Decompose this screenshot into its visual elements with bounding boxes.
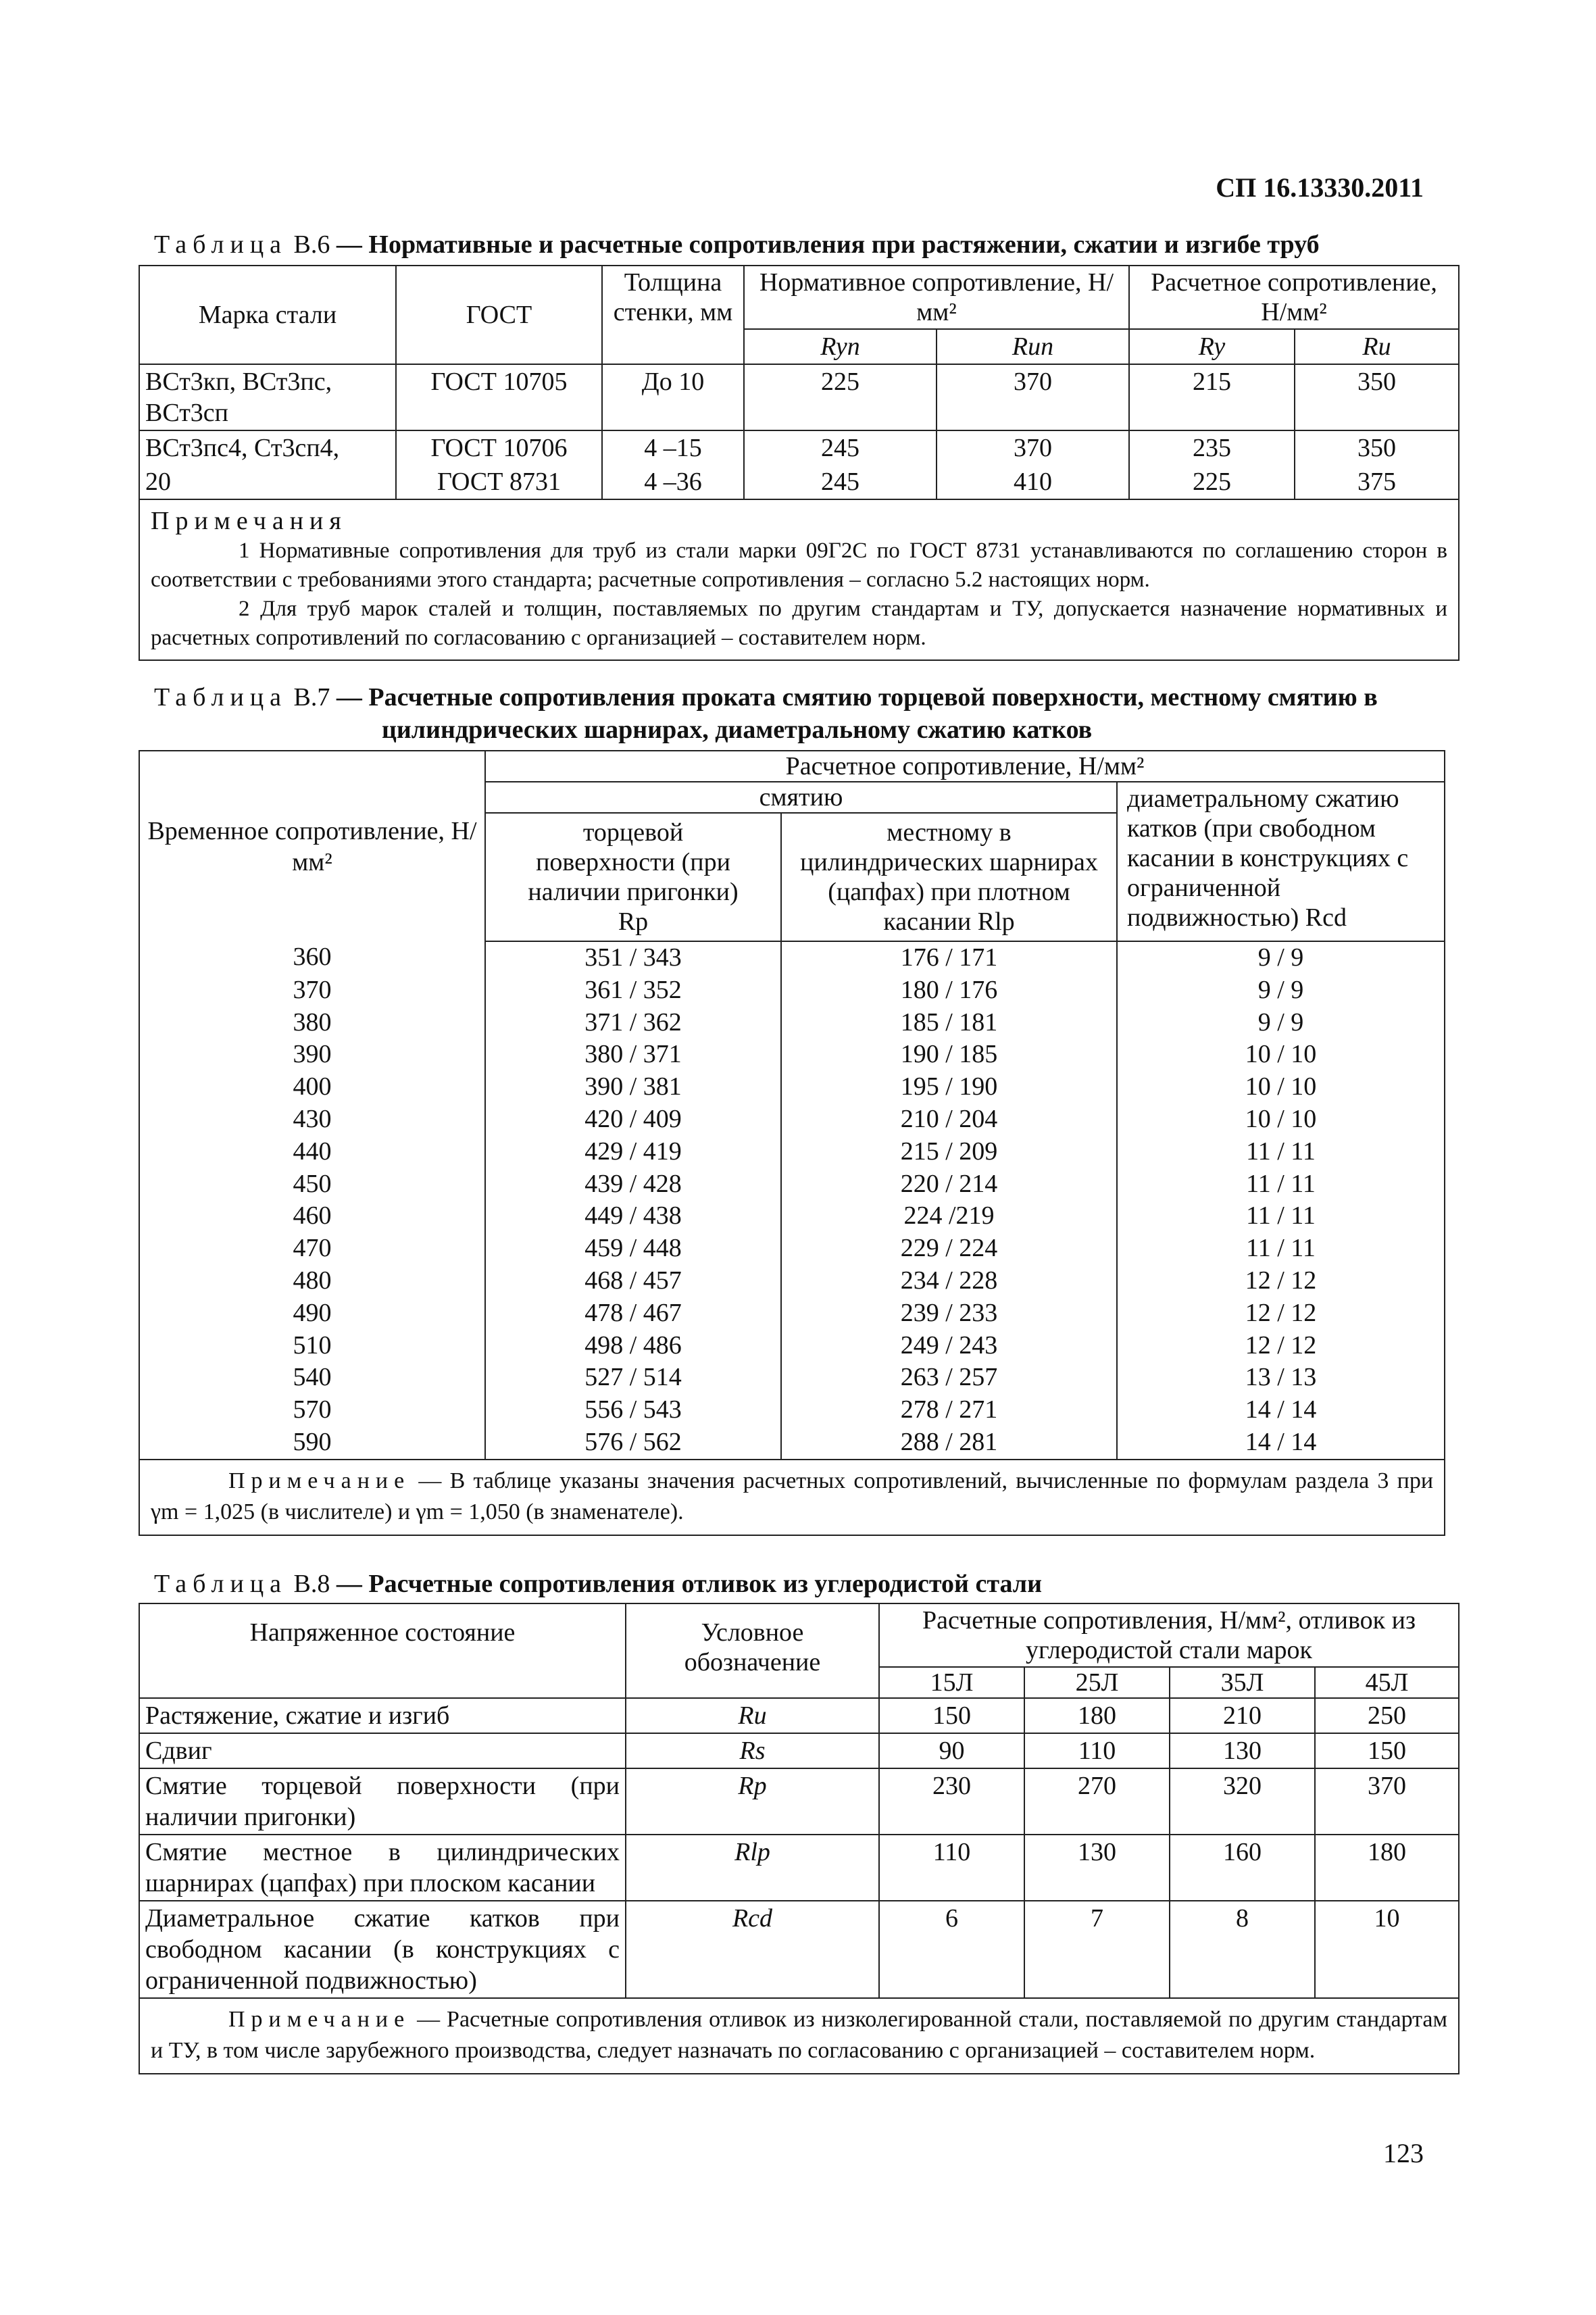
- cell-ru: 350: [1295, 430, 1459, 465]
- table-caption-title: — Нормативные и расчетные сопротивления при растяжении, сжатии и изгибе труб: [330, 230, 1320, 259]
- cell-diametral: 11 / 11: [1117, 1136, 1445, 1168]
- cell-symbol: Rcd: [626, 1901, 879, 1998]
- header-end-surface: торцевой поверхности (при наличии пригонки) Rp: [485, 813, 781, 941]
- cell-local: 195 / 190: [781, 1071, 1117, 1103]
- header-ru: Ru: [1295, 329, 1459, 364]
- cell-end-surface: 576 / 562: [485, 1426, 781, 1460]
- table-row: [139, 1297, 1445, 1330]
- header-crushing: смятию: [485, 782, 1117, 813]
- header-stress-state: Напряженное состояние: [139, 1603, 626, 1698]
- cell-grade: 20: [139, 465, 396, 499]
- cell-grade: ВСт3кп, ВСт3пс, ВСт3сп: [139, 364, 396, 430]
- table-row: [139, 1168, 1445, 1201]
- table-row: [139, 1071, 1445, 1103]
- cell-temp-resistance: 440: [139, 1136, 485, 1168]
- table-row: [139, 1426, 1445, 1460]
- table-b6-notes: [139, 499, 1459, 660]
- table-b7: [139, 750, 1445, 1536]
- cell-stress-state: Сдвиг: [139, 1733, 626, 1768]
- cell-value: 160: [1170, 1835, 1315, 1901]
- cell-temp-resistance: 590: [139, 1426, 485, 1460]
- cell-value: 270: [1024, 1768, 1170, 1835]
- table-row: [139, 430, 1459, 465]
- cell-value: 250: [1315, 1698, 1459, 1733]
- cell-diametral: 14 / 14: [1117, 1394, 1445, 1426]
- cell-diametral: 10 / 10: [1117, 1103, 1445, 1136]
- cell-gost: ГОСТ 8731: [396, 465, 602, 499]
- cell-end-surface: 439 / 428: [485, 1168, 781, 1201]
- table-b7-caption: [154, 682, 1378, 712]
- header-symbol: Условное обозначение: [626, 1603, 879, 1698]
- table-row: [139, 465, 1459, 499]
- cell-end-surface: 371 / 362: [485, 1007, 781, 1039]
- table-row: [139, 1768, 1459, 1835]
- cell-temp-resistance: 360: [139, 941, 485, 974]
- header-calculated: Расчетное сопротивление, Н/мм²: [485, 751, 1445, 782]
- cell-value: 6: [879, 1901, 1024, 1998]
- cell-run: 410: [937, 465, 1129, 499]
- table-row: [139, 1362, 1445, 1394]
- cell-diametral: 11 / 11: [1117, 1200, 1445, 1233]
- header-grade-45l: 45Л: [1315, 1667, 1459, 1698]
- cell-local: 234 / 228: [781, 1265, 1117, 1297]
- cell-local: 180 / 176: [781, 974, 1117, 1007]
- cell-ryn: 245: [744, 465, 937, 499]
- cell-temp-resistance: 490: [139, 1297, 485, 1330]
- cell-diametral: 12 / 12: [1117, 1265, 1445, 1297]
- cell-ryn: 245: [744, 430, 937, 465]
- cell-run: 370: [937, 430, 1129, 465]
- table-row: [139, 1265, 1445, 1297]
- cell-symbol: Rp: [626, 1768, 879, 1835]
- cell-temp-resistance: 510: [139, 1330, 485, 1362]
- header-grade-25l: 25Л: [1024, 1667, 1170, 1698]
- cell-thickness: До 10: [602, 364, 744, 430]
- header-calculated: Расчетные сопротивления, Н/мм², отливок из углеродистой стали марок: [879, 1603, 1459, 1667]
- cell-temp-resistance: 450: [139, 1168, 485, 1201]
- cell-diametral: 11 / 11: [1117, 1168, 1445, 1201]
- table-caption-number: В.7: [287, 683, 330, 712]
- table-row: [139, 1007, 1445, 1039]
- cell-temp-resistance: 540: [139, 1362, 485, 1394]
- cell-diametral: 9 / 9: [1117, 974, 1445, 1007]
- cell-temp-resistance: 380: [139, 1007, 485, 1039]
- cell-diametral: 13 / 13: [1117, 1362, 1445, 1394]
- cell-stress-state: Смятие торцевой поверхности (при наличии пригонки): [139, 1768, 626, 1835]
- cell-run: 370: [937, 364, 1129, 430]
- table-b7-note: [139, 1460, 1445, 1535]
- header-thickness: Толщина стенки, мм: [602, 266, 744, 364]
- table-row: [139, 1698, 1459, 1733]
- cell-gost: ГОСТ 10705: [396, 364, 602, 430]
- cell-local: 224 /219: [781, 1200, 1117, 1233]
- cell-end-surface: 429 / 419: [485, 1136, 781, 1168]
- cell-ryn: 225: [744, 364, 937, 430]
- cell-ry: 215: [1129, 364, 1295, 430]
- table-row: [139, 1039, 1445, 1071]
- table-row: [139, 1394, 1445, 1426]
- cell-end-surface: 390 / 381: [485, 1071, 781, 1103]
- table-caption-number: В.6: [287, 230, 330, 259]
- table-row: [139, 1200, 1445, 1233]
- header-diametral: диаметральному сжатию катков (при свободном касании в конструкциях с ограниченной подвижностью) Rcd: [1117, 782, 1445, 941]
- cell-end-surface: 420 / 409: [485, 1103, 781, 1136]
- cell-end-surface: 459 / 448: [485, 1233, 781, 1265]
- table-row: [139, 1330, 1445, 1362]
- header-grade-15l: 15Л: [879, 1667, 1024, 1698]
- cell-local: 185 / 181: [781, 1007, 1117, 1039]
- table-b6-caption: [154, 230, 1320, 259]
- table-caption-title: — Расчетные сопротивления отливок из углеродистой стали: [330, 1570, 1042, 1598]
- cell-end-surface: 527 / 514: [485, 1362, 781, 1394]
- cell-local: 215 / 209: [781, 1136, 1117, 1168]
- cell-thickness: 4 –15: [602, 430, 744, 465]
- cell-value: 150: [1315, 1733, 1459, 1768]
- table-row: [139, 1901, 1459, 1998]
- table-caption-label: Таблица: [154, 683, 288, 712]
- cell-diametral: 14 / 14: [1117, 1426, 1445, 1460]
- cell-local: 210 / 204: [781, 1103, 1117, 1136]
- cell-temp-resistance: 570: [139, 1394, 485, 1426]
- cell-end-surface: 361 / 352: [485, 974, 781, 1007]
- cell-temp-resistance: 390: [139, 1039, 485, 1071]
- table-row: [139, 1835, 1459, 1901]
- cell-thickness: 4 –36: [602, 465, 744, 499]
- cell-local: 278 / 271: [781, 1394, 1117, 1426]
- cell-diametral: 9 / 9: [1117, 1007, 1445, 1039]
- table-b8: [139, 1603, 1460, 2074]
- cell-diametral: 10 / 10: [1117, 1039, 1445, 1071]
- cell-local: 288 / 281: [781, 1426, 1117, 1460]
- header-temp-resistance: Временное сопротивление, Н/мм²: [139, 751, 485, 941]
- cell-diametral: 12 / 12: [1117, 1330, 1445, 1362]
- cell-value: 320: [1170, 1768, 1315, 1835]
- cell-value: 7: [1024, 1901, 1170, 1998]
- table-row: [139, 1733, 1459, 1768]
- table-b7-caption-line2: [382, 715, 1092, 745]
- note-text: — В таблице указаны значения расчетных сопротивлений, вычисленные по формулам раздела 3 при γm = 1,025 (в числителе) и γm = 1,050 (в знаменателе).: [151, 1468, 1434, 1524]
- cell-value: 150: [879, 1698, 1024, 1733]
- cell-value: 10: [1315, 1901, 1459, 1998]
- header-grade-35l: 35Л: [1170, 1667, 1315, 1698]
- cell-local: 176 / 171: [781, 941, 1117, 974]
- table-caption-title-cont: цилиндрических шарнирах, диаметральному сжатию катков: [382, 716, 1093, 744]
- table-caption-title: — Расчетные сопротивления проката смятию торцевой поверхности, местному смятию в: [330, 683, 1378, 712]
- cell-temp-resistance: 460: [139, 1200, 485, 1233]
- cell-grade: ВСт3пс4, Ст3сп4,: [139, 430, 396, 465]
- cell-end-surface: 351 / 343: [485, 941, 781, 974]
- header-gost: ГОСТ: [396, 266, 602, 364]
- table-caption-label: Таблица: [154, 1570, 288, 1598]
- header-normative: Нормативное сопротивление, Н/мм²: [744, 266, 1129, 329]
- table-row: [139, 941, 1445, 974]
- note-title: Примечание: [228, 1468, 411, 1493]
- cell-symbol: Rs: [626, 1733, 879, 1768]
- cell-ru: 350: [1295, 364, 1459, 430]
- note-title: Примечание: [228, 2007, 411, 2032]
- cell-end-surface: 556 / 543: [485, 1394, 781, 1426]
- cell-value: 110: [879, 1835, 1024, 1901]
- cell-value: 180: [1315, 1835, 1459, 1901]
- cell-value: 210: [1170, 1698, 1315, 1733]
- note-2: 2 Для труб марок сталей и толщин, поставляемых по другим стандартам и ТУ, допускается назначение нормативных и расчетных сопротивлений по согласованию с организацией – составителем норм.: [151, 597, 1448, 650]
- cell-temp-resistance: 400: [139, 1071, 485, 1103]
- cell-symbol: Rlp: [626, 1835, 879, 1901]
- table-caption-label: Таблица: [154, 230, 288, 259]
- notes-title: Примечания: [151, 507, 347, 535]
- cell-local: 220 / 214: [781, 1168, 1117, 1201]
- cell-symbol: Ru: [626, 1698, 879, 1733]
- table-row: [139, 1136, 1445, 1168]
- cell-value: 110: [1024, 1733, 1170, 1768]
- header-calculated: Расчетное сопротивление, Н/мм²: [1129, 266, 1459, 329]
- cell-end-surface: 380 / 371: [485, 1039, 781, 1071]
- cell-value: 180: [1024, 1698, 1170, 1733]
- cell-end-surface: 468 / 457: [485, 1265, 781, 1297]
- cell-local: 263 / 257: [781, 1362, 1117, 1394]
- cell-temp-resistance: 470: [139, 1233, 485, 1265]
- cell-ru: 375: [1295, 465, 1459, 499]
- cell-temp-resistance: 480: [139, 1265, 485, 1297]
- table-row: [139, 364, 1459, 430]
- table-b8-caption: [154, 1569, 1042, 1599]
- cell-value: 90: [879, 1733, 1024, 1768]
- cell-value: 8: [1170, 1901, 1315, 1998]
- note-1: 1 Нормативные сопротивления для труб из стали марки 09Г2С по ГОСТ 8731 устанавливаются по соглашению сторон в соответствии с требованиями этого стандарта; расчетные сопротивления – согласно 5.2 настоящих норм.: [151, 539, 1448, 592]
- table-row: [139, 1233, 1445, 1265]
- cell-end-surface: 498 / 486: [485, 1330, 781, 1362]
- table-caption-number: В.8: [287, 1570, 330, 1598]
- cell-local: 249 / 243: [781, 1330, 1117, 1362]
- header-local: местному в цилиндрических шарнирах (цапфах) при плотном касании Rlp: [781, 813, 1117, 941]
- cell-diametral: 11 / 11: [1117, 1233, 1445, 1265]
- cell-end-surface: 478 / 467: [485, 1297, 781, 1330]
- cell-local: 239 / 233: [781, 1297, 1117, 1330]
- note-text: — Расчетные сопротивления отливок из низколегированной стали, поставляемой по другим стандартам и ТУ, в том числе зарубежного производства, следует назначать по согласованию с организацией – составителем норм.: [151, 2007, 1448, 2063]
- cell-stress-state: Смятие местное в цилиндрических шарнирах (цапфах) при плоском касании: [139, 1835, 626, 1901]
- page-number: 123: [1383, 2138, 1424, 2168]
- cell-diametral: 10 / 10: [1117, 1071, 1445, 1103]
- cell-ry: 235: [1129, 430, 1295, 465]
- cell-value: 130: [1170, 1733, 1315, 1768]
- table-row: [139, 1103, 1445, 1136]
- cell-value: 370: [1315, 1768, 1459, 1835]
- header-ryn: Ryn: [744, 329, 937, 364]
- cell-diametral: 9 / 9: [1117, 941, 1445, 974]
- cell-value: 130: [1024, 1835, 1170, 1901]
- cell-temp-resistance: 430: [139, 1103, 485, 1136]
- table-b8-note: [139, 1998, 1459, 2074]
- cell-local: 190 / 185: [781, 1039, 1117, 1071]
- header-grade: Марка стали: [139, 266, 396, 364]
- cell-diametral: 12 / 12: [1117, 1297, 1445, 1330]
- cell-stress-state: Диаметральное сжатие катков при свободном касании (в конструкциях с ограниченной подвижностью): [139, 1901, 626, 1998]
- header-ry: Ry: [1129, 329, 1295, 364]
- page-header: СП 16.13330.2011: [1216, 172, 1424, 203]
- cell-gost: ГОСТ 10706: [396, 430, 602, 465]
- cell-end-surface: 449 / 438: [485, 1200, 781, 1233]
- cell-local: 229 / 224: [781, 1233, 1117, 1265]
- table-b6: [139, 265, 1460, 661]
- cell-temp-resistance: 370: [139, 974, 485, 1007]
- table-row: [139, 974, 1445, 1007]
- cell-stress-state: Растяжение, сжатие и изгиб: [139, 1698, 626, 1733]
- cell-ry: 225: [1129, 465, 1295, 499]
- cell-value: 230: [879, 1768, 1024, 1835]
- header-run: Run: [937, 329, 1129, 364]
